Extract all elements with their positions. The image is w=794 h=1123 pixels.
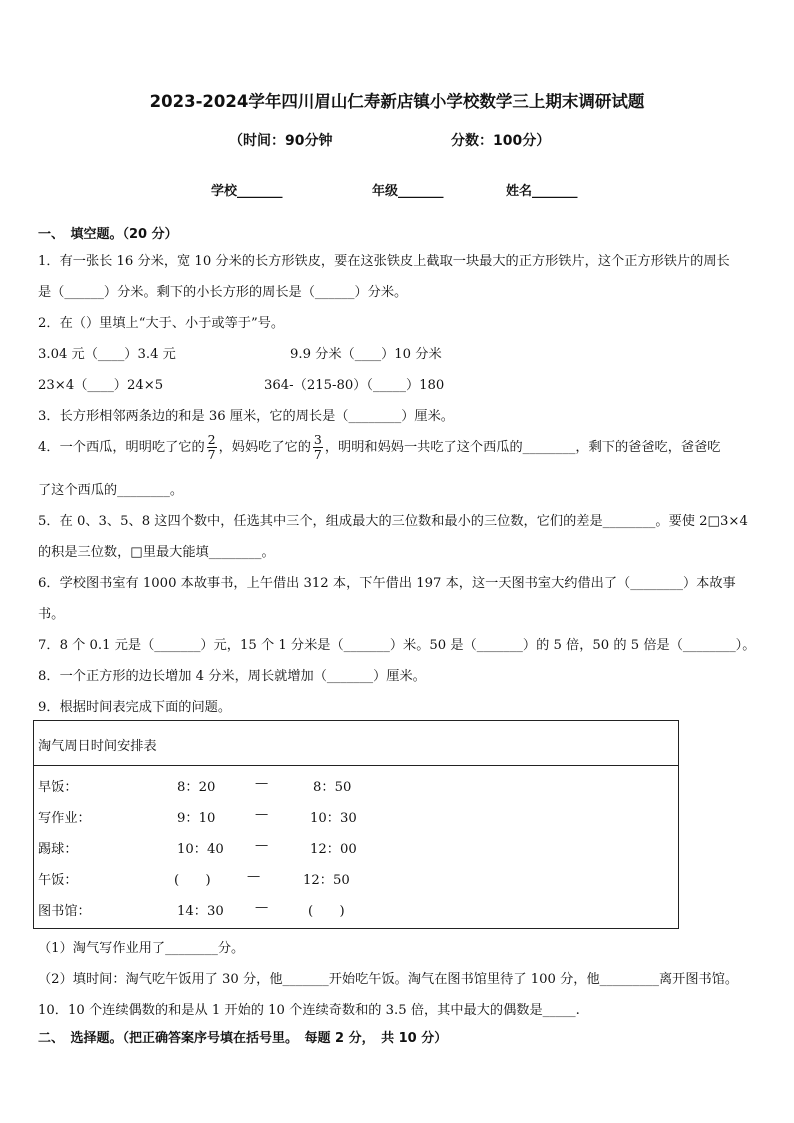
timetable-header bbox=[34, 721, 678, 766]
question-8: 8．一个正方形的边长增加 4 分米，周长就增加（_______）厘米。 bbox=[38, 669, 426, 684]
question-5-line-1: 5．在 0、3、5、8 这四个数中，任选其中三个，组成最大的三位数和最小的三位数，它们的差是________。要使 2□3×4 bbox=[38, 514, 748, 529]
exam-score: 分数：100分） bbox=[451, 133, 551, 149]
timetable-end[interactable]: ( ) bbox=[308, 904, 345, 919]
fraction-numerator: 2 bbox=[207, 432, 216, 447]
timetable-activity: 踢球： bbox=[38, 842, 78, 857]
timetable-end: 8：50 bbox=[313, 780, 352, 795]
timetable-activity: 午饭： bbox=[38, 873, 78, 888]
timetable-title: 淘气周日时间安排表 bbox=[38, 739, 157, 754]
school-field[interactable]: 学校_______ bbox=[211, 184, 283, 199]
timetable-end: 10：30 bbox=[310, 811, 357, 826]
timetable-dash: — bbox=[247, 869, 261, 884]
question-4-text-b: ，妈妈吃了它的 bbox=[218, 440, 311, 455]
question-2d: 364-（215-80）（_____）180 bbox=[264, 378, 445, 393]
fraction-three-sevenths bbox=[313, 433, 323, 462]
question-6-line-2: 书。 bbox=[38, 607, 65, 622]
question-9-2: （2）填时间：淘气吃午饭用了 30 分，他_______开始吃午饭。淘气在图书馆里待了 100 分，他_________离开图书馆。 bbox=[38, 972, 739, 987]
section-1-heading: 一、 填空题。（20 分） bbox=[38, 227, 178, 242]
question-9: 9．根据时间表完成下面的问题。 bbox=[38, 700, 232, 715]
timetable bbox=[33, 720, 679, 929]
timetable-activity: 写作业： bbox=[38, 811, 91, 826]
timetable-dash: — bbox=[255, 838, 269, 853]
name-field[interactable]: 姓名_______ bbox=[506, 184, 578, 199]
timetable-start[interactable]: ( ) bbox=[174, 873, 211, 888]
question-6-line-1: 6．学校图书室有 1000 本故事书，上午借出 312 本，下午借出 197 本，这一天图书室大约借出了（________）本故事 bbox=[38, 576, 736, 591]
question-10: 10．10 个连续偶数的和是从 1 开始的 10 个连续奇数和的 3.5 倍，其中最大的偶数是_____. bbox=[38, 1003, 580, 1018]
timetable-start: 9：10 bbox=[177, 811, 216, 826]
question-4-line-1 bbox=[38, 433, 720, 462]
timetable-start: 8：20 bbox=[177, 780, 216, 795]
question-5-line-2: 的积是三位数，□里最大能填________。 bbox=[38, 545, 275, 560]
timetable-start: 10：40 bbox=[177, 842, 224, 857]
question-9-1: （1）淘气写作业用了________分。 bbox=[38, 941, 245, 956]
timetable-activity: 早饭： bbox=[38, 780, 78, 795]
question-2b: 9.9 分米（____）10 分米 bbox=[290, 347, 442, 362]
question-4-text-c: ，明明和妈妈一共吃了这个西瓜的________，剩下的爸爸吃，爸爸吃 bbox=[324, 440, 721, 455]
question-2a: 3.04 元（____）3.4 元 bbox=[38, 347, 176, 362]
fraction-numerator: 3 bbox=[313, 432, 322, 447]
question-2c: 23×4（____）24×5 bbox=[38, 378, 164, 393]
question-2: 2．在（）里填上“大于、小于或等于”号。 bbox=[38, 316, 285, 331]
timetable-dash: — bbox=[255, 900, 269, 915]
page-title: 2023-2024学年四川眉山仁寿新店镇小学校数学三上期末调研试题 bbox=[149, 92, 645, 111]
timetable-dash: — bbox=[255, 776, 269, 791]
question-4-line-2: 了这个西瓜的________。 bbox=[38, 483, 184, 498]
exam-time: （时间：90分钟 bbox=[229, 133, 333, 149]
fraction-denominator: 7 bbox=[313, 447, 322, 462]
grade-field[interactable]: 年级_______ bbox=[372, 184, 444, 199]
question-1-line-1: 1．有一张长 16 分米，宽 10 分米的长方形铁皮，要在这张铁皮上截取一块最大的正方形铁片，这个正方形铁片的周长 bbox=[38, 254, 730, 269]
timetable-end: 12：00 bbox=[310, 842, 357, 857]
question-3: 3．长方形相邻两条边的和是 36 厘米，它的周长是（________）厘米。 bbox=[38, 409, 454, 424]
timetable-end: 12：50 bbox=[303, 873, 350, 888]
timetable-dash: — bbox=[255, 807, 269, 822]
question-1-line-2: 是（______）分米。剩下的小长方形的周长是（______）分米。 bbox=[38, 285, 408, 300]
section-2-heading: 二、 选择题。（把正确答案序号填在括号里。 每题 2 分， 共 10 分） bbox=[38, 1031, 448, 1046]
question-4-text-a: 4．一个西瓜，明明吃了它的 bbox=[38, 440, 205, 455]
question-7: 7．8 个 0.1 元是（_______）元，15 个 1 分米是（_______）米。50 是（_______）的 5 倍，50 的 5 倍是（________）。 bbox=[38, 638, 756, 653]
timetable-start: 14：30 bbox=[177, 904, 224, 919]
fraction-denominator: 7 bbox=[207, 447, 216, 462]
timetable-activity: 图书馆： bbox=[38, 904, 91, 919]
fraction-two-sevenths bbox=[207, 433, 217, 462]
